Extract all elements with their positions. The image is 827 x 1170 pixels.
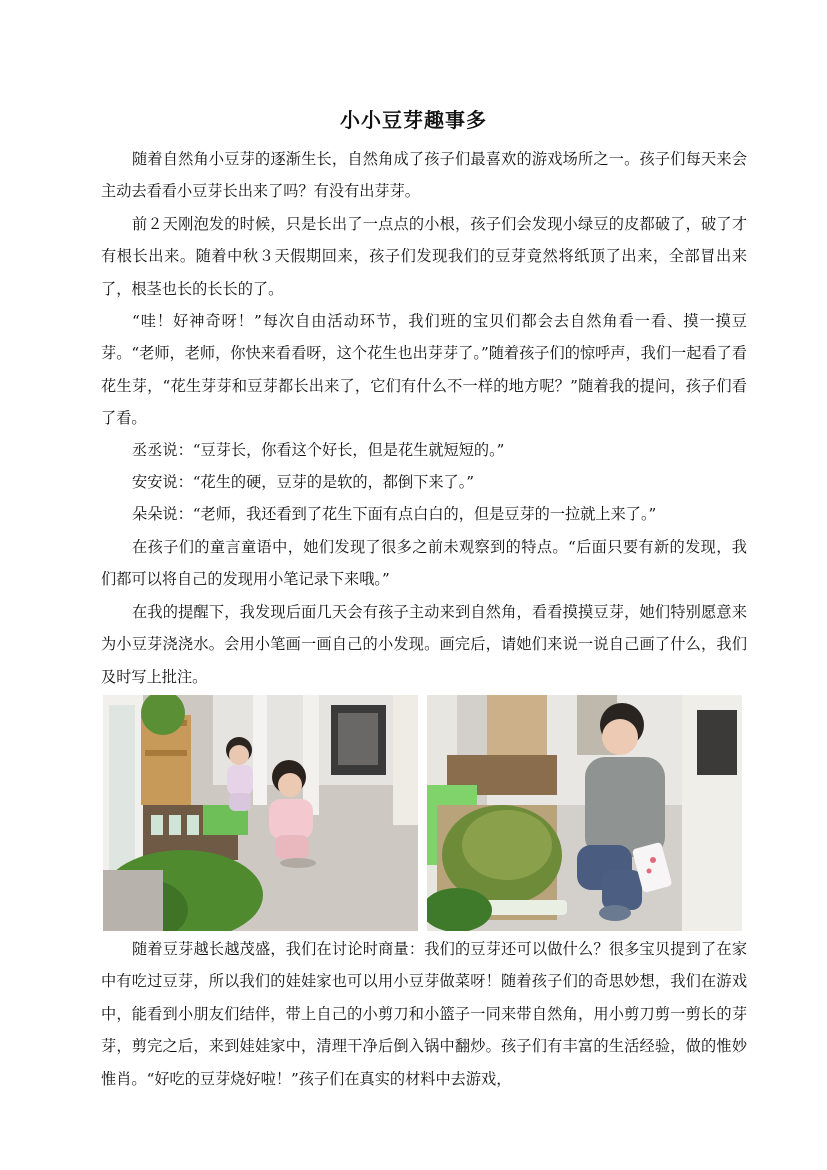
photo-girls-at-nature-corner: [103, 695, 418, 931]
paragraph-4: 丞丞说：“豆芽长，你看这个好长，但是花生就短短的。”: [132, 441, 505, 459]
paragraph-5: 安安说：“花生的硬，豆芽的是软的，都倒下来了。”: [132, 473, 475, 491]
paragraph-6: 朵朵说：“老师，我还看到了花生下面有点白白的，但是豆芽的一拉就上来了。”: [132, 505, 657, 523]
page-title: 小小豆芽趣事多: [340, 108, 487, 132]
paragraph-9: 随着豆芽越长越茂盛，我们在讨论时商量：我们的豆芽还可以做什么？很多宝贝提到了在家中有吃过豆芽，所以我们的娃娃家也可以用小豆芽做菜呀！随着孩子们的奇思妙想，我们在游戏中，能看到小朋友们结伴，带上自己的小剪刀和小篮子一同来带自然角，用小剪刀剪一剪长的芽芽，剪完之后，来到娃娃家中，清理干净后倒入锅中翻炒。孩子们有丰富的生活经验，做的惟妙惟肖。“好吃的豆芽烧好啦！”孩子们在真实的材料中去游戏，: [101, 940, 747, 1088]
paragraph-7: 在孩子们的童言童语中，她们发现了很多之前未观察到的特点。“后面只要有新的发现，我们都可以将自己的发现用小笔记录下来哦。”: [101, 538, 747, 589]
paragraph-2: 前２天刚泡发的时候，只是长出了一点点的小根，孩子们会发现小绿豆的皮都破了，破了才有根长出来。随着中秋３天假期回来，孩子们发现我们的豆芽竟然将纸顶了出来，全部冒出来了，根茎也长的长长的了。: [101, 215, 747, 298]
photo-boy-at-sprout-tray: [427, 695, 742, 931]
paragraph-3: “哇！好神奇呀！”每次自由活动环节，我们班的宝贝们都会去自然角看一看、摸一摸豆芽。“老师，老师，你快来看看呀，这个花生也出芽芽了。”随着孩子们的惊呼声，我们一起看了看花生芽，“花生芽芽和豆芽都长出来了，它们有什么不一样的地方呢？”随着我的提问，孩子们看了看。: [101, 312, 747, 428]
paragraph-1: 随着自然角小豆芽的逐渐生长，自然角成了孩子们最喜欢的游戏场所之一。孩子们每天来会主动去看看小豆芽长出来了吗？有没有出芽芽。: [101, 150, 747, 201]
paragraph-8: 在我的提醒下，我发现后面几天会有孩子主动来到自然角，看看摸摸豆芽，她们特别愿意来为小豆芽浇浇水。会用小笔画一画自己的小发现。画完后，请她们来说一说自己画了什么，我们及时写上批注。: [101, 603, 747, 686]
